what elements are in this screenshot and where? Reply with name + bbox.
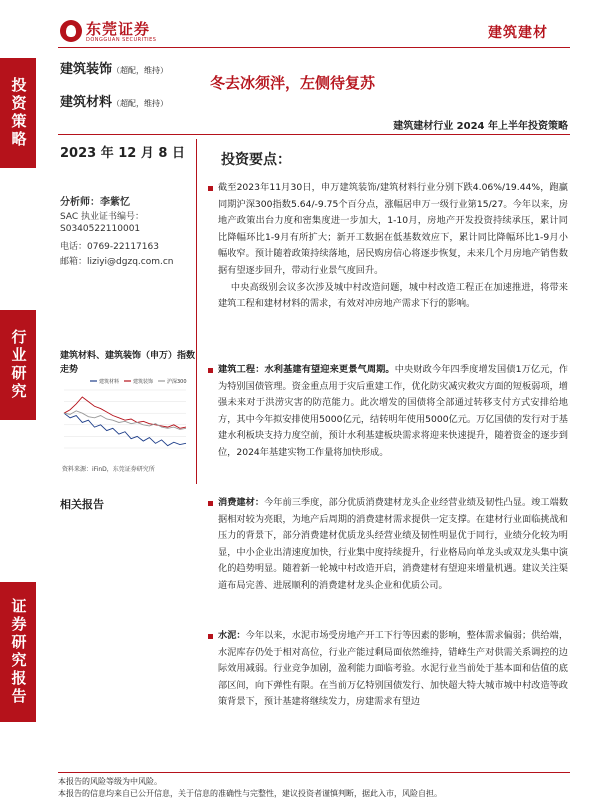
paragraph-text: 中央财政今年四季度增发国债1万亿元，作为特别国债管理。资金重点用于灾后重建工作，优化防灾减灾救灾方面的短板弱项，增强未来对于洪涝灾害的防范能力。此次增发的国债将全部通过转移支付方式安排给地方，其中今年拟安排使用5000亿元，结转明年使用5000亿元。万亿国债的发行对于基建水利板块支持力度空前，预计水利基建板块需求将迎来快速提升，随着资金的逐步到位，2024年基建实物工作量将加快形成。 — [218, 364, 568, 458]
footer-rule — [58, 772, 570, 773]
header-rule — [58, 47, 570, 48]
report-subtitle: 建筑建材行业 2024 年上半年投资策略 — [393, 121, 568, 132]
chart-series-line — [64, 413, 186, 445]
bullet-marker — [208, 501, 213, 506]
paragraph-lead: 消费建材： — [218, 497, 265, 508]
analyst-email: 邮箱：liziyi@dgzq.com.cn — [60, 257, 174, 267]
chart-legend-label: 建筑装饰 — [133, 379, 154, 385]
analyst-name: 分析师：李紫忆 — [60, 197, 130, 208]
paragraph-text: 截至2023年11月30日，申万建筑装饰/建筑材料行业分别下跌4.06%/19.44%，跑赢同期沪深300指数5.64/-9.75个百分点，涨幅居申万一级行业第15/27。今年以来，房地产政策出台力度和密集度进一步加大，1-10月，房地产开发投资持续承压，累计同比降幅环比1-9月有所扩大；新开工数据在低基数效应下，累计同比降幅环比1-9月小幅收窄。预计随着政策持续落地，居民购房信心将逐步恢复，未来几个月房地产销售数据有望逐步回升，带动行业景气度回升。 — [218, 182, 568, 276]
report-category: 建筑建材 — [488, 25, 548, 41]
side-band-industry-research: 行业研究 — [0, 310, 36, 420]
rating-construction-decoration: 建筑装饰（超配，维持） — [60, 62, 169, 77]
side-band-securities-report: 证券研究报告 — [0, 582, 36, 722]
paragraph-text: 今年以来，水泥市场受房地产开工下行等因素的影响，整体需求偏弱；供给端，水泥库存仍处于相对高位，行业产能过剩局面依然维持，错峰生产对供需关系调控的边际效用减弱。行业竞争加剧，盈利能力面临考验。水泥行业当前处于基本面和估值的底部区间，向下弹性有限。在当前万亿特别国债发行、加快超大特大城市城中村改造等政策背景下，预计基建将继续发力，房建需求有望边 — [218, 630, 569, 708]
column-divider — [196, 139, 197, 484]
rating-construction-materials: 建筑材料（超配，维持） — [60, 95, 169, 110]
report-title: 冬去冰须泮，左侧待复苏 — [210, 74, 376, 92]
paragraph-construction-engineering — [218, 362, 568, 462]
paragraph-text: 今年前三季度，部分优质消费建材龙头企业经营业绩及韧性凸显。竣工端数据相对较为亮眼，为地产后周期的消费建材需求提供一定支撑。在建材行业面临挑战和压力的背景下，部分消费建材优质龙头经营业绩及韧性明显优于同行，业绩分化较为明显，中小企业出清速度加快，行业集中度持续提升，行业格局向单龙头或双龙头集中演化的趋势明显。随着新一轮城中村改造开启，消费建材有望迎来增量机遇。建议关注渠道布局完善、进展顺利的消费建材龙头企业和优质公司。 — [218, 497, 569, 591]
paragraph-text: 中央高级别会议多次涉及城中村改造问题，城中村改造工程正在加速推进，将带来建筑工程和建材材料的需求，有效对冲房地产需求下行的影响。 — [218, 281, 568, 310]
bullet-marker — [208, 634, 213, 639]
chart-legend-label: 建筑材料 — [99, 379, 120, 385]
company-logo-subtext: DONGGUAN SECURITIES — [86, 37, 157, 43]
company-logo-icon — [60, 20, 82, 42]
paragraph-lead: 水泥： — [218, 630, 246, 641]
index-trend-chart — [60, 376, 190, 456]
bullet-marker — [208, 368, 213, 373]
paragraph-lead: 建筑工程：水利基建有望迎来更景气周期。 — [218, 364, 395, 375]
analyst-cert-number: S0340522110001 — [60, 224, 141, 234]
chart-title: 建筑材料、建筑装饰（申万）指数走势 — [60, 351, 196, 375]
report-date: 2023 年 12 月 8 日 — [60, 146, 185, 161]
paragraph-market-overview — [218, 180, 568, 313]
paragraph-cement — [218, 628, 568, 711]
key-points-heading: 投资要点： — [221, 152, 291, 168]
chart-source: 资料来源：iFinD，东莞证券研究所 — [62, 466, 155, 473]
title-rule — [58, 134, 570, 135]
footer-risk-level: 本报告的风险等级为中风险。 — [58, 777, 162, 786]
side-band-investment-strategy: 投资策略 — [0, 58, 36, 168]
paragraph-consumer-materials — [218, 495, 568, 595]
bullet-marker — [208, 186, 213, 191]
analyst-cert-label: SAC 执业证书编号： — [60, 212, 145, 222]
analyst-phone: 电话：0769-22117163 — [60, 242, 159, 252]
footer-disclaimer: 本报告的信息均来自已公开信息，关于信息的准确性与完整性，建议投资者谨慎判断，据此入市，风险自担。 — [58, 789, 442, 798]
related-reports-heading: 相关报告 — [60, 498, 104, 511]
chart-legend-label: 沪深300 — [167, 379, 187, 385]
company-logo-text: 东莞证券 — [86, 20, 151, 38]
